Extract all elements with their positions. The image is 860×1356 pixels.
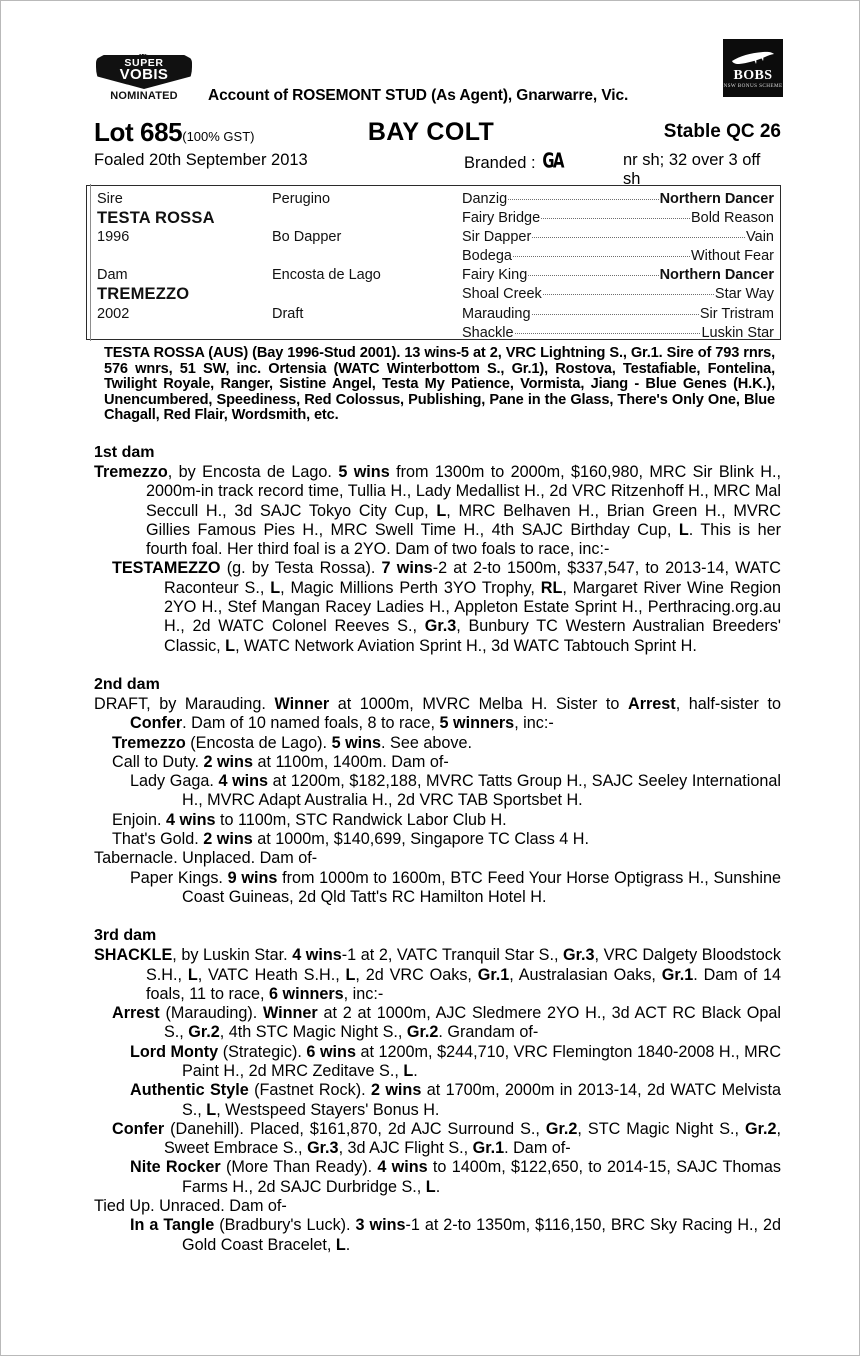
vobis-logo-line1: SUPER bbox=[124, 57, 164, 69]
gst-note: (100% GST) bbox=[182, 129, 255, 144]
pedigree-row bbox=[97, 266, 774, 285]
pedigree-cell-generation3 bbox=[462, 266, 774, 285]
pedigree-ancestor-left: Marauding bbox=[462, 305, 531, 322]
foaled-date: Foaled 20th September 2013 bbox=[94, 151, 308, 169]
pedigree-ancestor-right: Bold Reason bbox=[690, 210, 774, 227]
account-line: Account of ROSEMONT STUD (As Agent), Gnarwarre, Vic. bbox=[208, 87, 629, 104]
pedigree-ancestor-left: Sir Dapper bbox=[462, 229, 532, 246]
pedigree-cell-generation2 bbox=[272, 324, 462, 343]
pedigree-cell-generation1 bbox=[97, 247, 272, 266]
dot-leader bbox=[532, 237, 745, 238]
dot-leader bbox=[543, 294, 714, 295]
pedigree-ancestor-right: Northern Dancer bbox=[659, 191, 774, 207]
pedigree-ancestor-right: Star Way bbox=[714, 286, 774, 303]
brand-detail: nr sh; 32 over 3 off sh bbox=[623, 151, 761, 188]
pedigree-ancestor-left: Fairy Bridge bbox=[462, 210, 541, 227]
pedigree-ancestor-left: Fairy King bbox=[462, 267, 528, 284]
pedigree-cell-generation1: 1996 bbox=[97, 229, 130, 246]
dot-leader bbox=[508, 199, 658, 200]
pedigree-ancestor-right: Vain bbox=[746, 229, 774, 246]
pedigree-entry: Paper Kings. 9 wins from 1000m to 1600m, BTC Feed Your Horse Optigrass H., Sunshine Coast Guineas, 2d Qld Tatt's RC Hamilton Hotel H. bbox=[130, 868, 782, 906]
pedigree-entry: Lord Monty (Strategic). 6 wins at 1200m, $244,710, VRC Flemington 1840-2008 H., MRC Paint H., 2d MRC Zeditave S., L. bbox=[130, 1042, 782, 1080]
pedigree-entry: SHACKLE, by Luskin Star. 4 wins-1 at 2, VATC Tranquil Star S., Gr.3, VRC Dalgety Bloodstock S.H., L, VATC Heath S.H., L, 2d VRC Oaks, Gr.1, Australasian Oaks, Gr.1. Dam of 14 foals, 11 to race, 6 winners, inc:- bbox=[94, 946, 781, 1003]
dot-leader bbox=[528, 275, 658, 276]
pedigree-entry: That's Gold. 2 wins at 1000m, $140,699, Singapore TC Class 4 H. bbox=[112, 830, 589, 849]
stable-number: Stable QC 26 bbox=[663, 121, 781, 142]
pedigree-ancestor-left: Danzig bbox=[462, 191, 508, 207]
third-dam-heading: 3rd dam bbox=[94, 927, 157, 945]
dot-leader bbox=[515, 333, 701, 334]
super-vobis-logo bbox=[96, 45, 192, 107]
pedigree-ancestor-left: Bodega bbox=[462, 248, 512, 265]
pedigree-ancestor-right: Luskin Star bbox=[701, 324, 774, 341]
colour-and-sex: BAY COLT bbox=[367, 118, 495, 146]
pedigree-cell-generation3 bbox=[462, 305, 774, 324]
pedigree-ancestor-right: Northern Dancer bbox=[659, 267, 774, 284]
pedigree-ancestor-right: Sir Tristram bbox=[699, 305, 774, 322]
pedigree-cell-generation2: Bo Dapper bbox=[272, 229, 342, 246]
page-inner bbox=[86, 29, 781, 1255]
pedigree-entry: Tabernacle. Unplaced. Dam of- bbox=[94, 849, 318, 868]
pedigree-entry: Arrest (Marauding). Winner at 2 at 1000m, AJC Sledmere 2YO H., 3d ACT RC Black Opal S., Gr.2, 4th STC Magic Night S., Gr.2. Grandam of- bbox=[112, 1004, 781, 1042]
pedigree-cell-generation2: Encosta de Lago bbox=[272, 267, 381, 284]
pedigree-row bbox=[97, 209, 774, 228]
pedigree-cell-generation1: TESTA ROSSA bbox=[97, 209, 215, 228]
pedigree-cell-generation1: Dam bbox=[97, 267, 128, 284]
pedigree-cell-generation1 bbox=[97, 324, 272, 343]
second-dam-heading: 2nd dam bbox=[94, 675, 160, 693]
brand-symbol: GA bbox=[542, 149, 564, 173]
pedigree-ancestor-left: Shackle bbox=[462, 324, 514, 341]
pedigree-entry: Lady Gaga. 4 wins at 1200m, $182,188, MVRC Tatts Group H., SAJC Seeley International H., MVRC Adapt Australia H., 2d VRC TAB Sportsbet H. bbox=[130, 772, 781, 810]
branded-label-text: Branded : bbox=[464, 154, 536, 172]
pedigree-cell-generation2 bbox=[272, 247, 462, 266]
pedigree-entry: Enjoin. 4 wins to 1100m, STC Randwick Labor Club H. bbox=[112, 810, 507, 829]
pedigree-ancestor-right: Without Fear bbox=[691, 248, 774, 265]
horse-swoosh-icon bbox=[730, 48, 776, 68]
pedigree-cell-generation1: TREMEZZO bbox=[97, 285, 190, 304]
page-header bbox=[86, 29, 781, 115]
pedigree-cell-generation1: 2002 bbox=[97, 305, 130, 322]
bobs-logo-title: BOBS bbox=[733, 68, 773, 83]
branded-label bbox=[464, 151, 572, 173]
foaled-line bbox=[86, 149, 781, 188]
pedigree-entry: Tremezzo (Encosta de Lago). 5 wins. See above. bbox=[112, 733, 472, 752]
pedigree-row bbox=[97, 285, 774, 304]
pedigree-row bbox=[97, 305, 774, 324]
first-dam-heading: 1st dam bbox=[94, 443, 155, 461]
vobis-logo-line2: VOBIS bbox=[119, 66, 169, 83]
pedigree-row bbox=[97, 228, 774, 247]
pedigree-cell-generation3 bbox=[462, 190, 774, 209]
pedigree-ancestor-left: Shoal Creek bbox=[462, 286, 542, 303]
pedigree-rows bbox=[87, 186, 780, 339]
pedigree-cell-generation2: Draft bbox=[272, 305, 304, 322]
pedigree-entry: Call to Duty. 2 wins at 1100m, 1400m. Dam of- bbox=[112, 752, 449, 771]
lot-line bbox=[86, 117, 781, 151]
second-dam-entries bbox=[86, 695, 781, 907]
pedigree-cell-generation2 bbox=[272, 209, 462, 228]
pedigree-entry: In a Tangle (Bradbury's Luck). 3 wins-1 at 2-to 1350m, $116,150, BRC Sky Racing H., 2d Gold Coast Bracelet, L. bbox=[130, 1216, 781, 1254]
pedigree-cell-generation3 bbox=[462, 285, 774, 304]
pedigree-cell-generation3 bbox=[462, 247, 774, 266]
pedigree-entry: Tremezzo, by Encosta de Lago. 5 wins from 1300m to 2000m, $160,980, MRC Sir Blink H., 2000m-in track record time, Tullia H., Lady Medallist H., 2d VRC Ritzenhoff H., MRC Mal Seccull H., 3d SAJC Tokyo City Cup, L, MRC Belhaven H., Brian Green H., MVRC Gillies Famous Pies H., MRC Swell Time H., 4th SAJC Birthday Cup, L. This is her fourth foal. Her third foal is a 2YO. Dam of two foals to race, inc:- bbox=[94, 462, 781, 559]
pedigree-cell-generation3 bbox=[462, 324, 774, 343]
pedigree-row bbox=[97, 324, 774, 343]
pedigree-cell-generation2 bbox=[272, 285, 462, 304]
first-dam-entries bbox=[86, 463, 781, 656]
pedigree-cell-generation3 bbox=[462, 228, 774, 247]
pedigree-entry: Nite Rocker (More Than Ready). 4 wins to 1400m, $122,650, to 2014-15, SAJC Thomas Farms H., 2d SAJC Durbridge S., L. bbox=[130, 1158, 782, 1196]
dot-leader bbox=[513, 256, 690, 257]
pedigree-cell-generation1: Sire bbox=[97, 191, 123, 207]
pedigree-entry: Tied Up. Unraced. Dam of- bbox=[94, 1197, 287, 1216]
vobis-logo-line3: NOMINATED bbox=[110, 90, 178, 102]
pedigree-row bbox=[97, 190, 774, 209]
pedigree-table bbox=[86, 185, 781, 340]
pedigree-entry: DRAFT, by Marauding. Winner at 1000m, MVRC Melba H. Sister to Arrest, half-sister to Confer. Dam of 10 named foals, 8 to race, 5 winners, inc:- bbox=[94, 694, 781, 733]
dot-leader bbox=[532, 314, 699, 315]
pedigree-row bbox=[97, 247, 774, 266]
sire-summary-paragraph: TESTA ROSSA (AUS) (Bay 1996-Stud 2001). 13 wins-5 at 2, VRC Lightning S., Gr.1. Sire of 793 rnrs, 576 wnrs, 51 SW, inc. Ortensia (WATC Winterbottom S., Gr.1), Rostova, Testafiable, Fontelina, Twilight Royale, Ranger, Sistine Angel, Testa My Patience, Vormista, Jiang - Blue Genes (H.K.), Unencumbered, Speediness, Red Colossus, Publishing, Pane in the Glass, There's Only One, Blue Chagall, Red Flair, Wordsmith, etc. bbox=[104, 345, 775, 424]
bobs-logo-subtitle: NSW BONUS SCHEME bbox=[723, 83, 783, 89]
pedigree-entry: Confer (Danehill). Placed, $161,870, 2d AJC Surround S., Gr.2, STC Magic Night S., Gr.2, Sweet Embrace S., Gr.3, 3d AJC Flight S., Gr.1. Dam of- bbox=[112, 1119, 781, 1158]
dot-leader bbox=[541, 218, 690, 219]
third-dam-entries bbox=[86, 946, 781, 1255]
pedigree-cell-generation3 bbox=[462, 209, 774, 228]
pedigree-entry: TESTAMEZZO (g. by Testa Rossa). 7 wins-2 at 2-to 1500m, $337,547, to 2013-14, WATC Raconteur S., L, Magic Millions Perth 3YO Trophy, RL, Margaret River Wine Region 2YO H., Stef Mangan Racey Ladies H., Appleton Estate Sprint H., Perthracing.org.au H., 2d WATC Colonel Reeves S., Gr.3, Bunbury TC Western Australian Breeders' Classic, L, WATC Network Aviation Sprint H., 3d WATC Tabtouch Sprint H. bbox=[112, 559, 781, 655]
bobs-logo bbox=[723, 39, 783, 97]
pedigree-cell-generation2: Perugino bbox=[272, 191, 331, 207]
lot-number-text: Lot 685 bbox=[94, 117, 183, 147]
pedigree-entry: Authentic Style (Fastnet Rock). 2 wins at 1700m, 2000m in 2013-14, 2d WATC Melvista S., L, Westspeed Stayers' Bonus H. bbox=[130, 1081, 782, 1119]
